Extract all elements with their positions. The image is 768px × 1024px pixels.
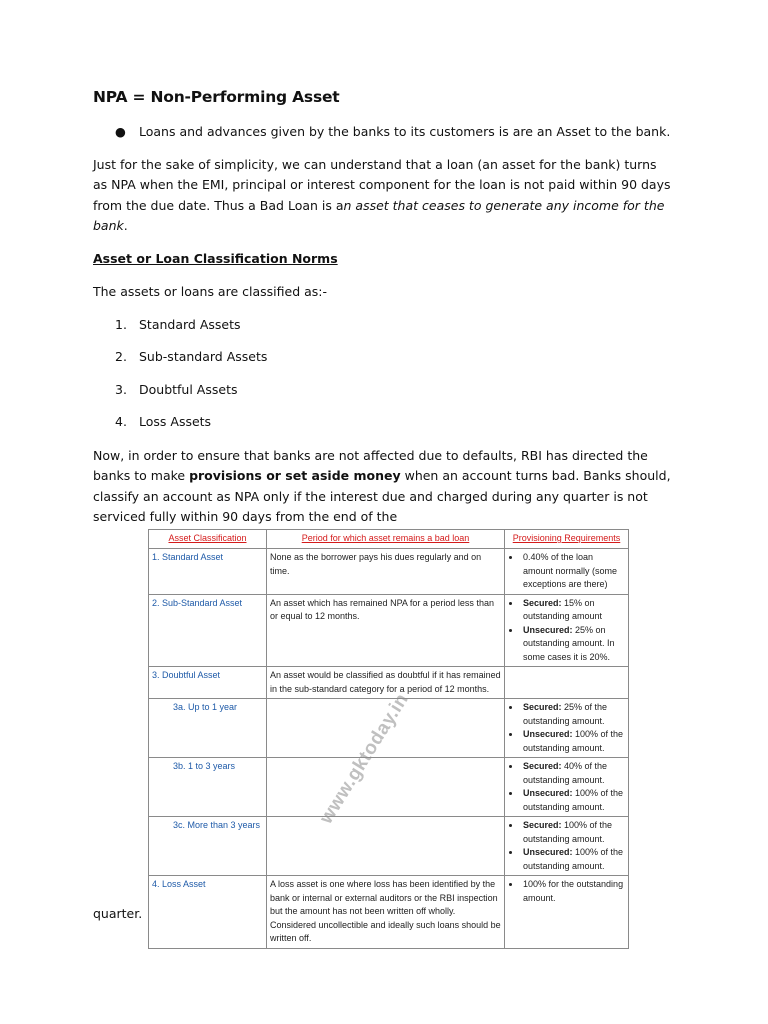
cell-classification: 3c. More than 3 years <box>149 817 267 876</box>
bullet-icon: ● <box>115 124 126 139</box>
paragraph-continuation: quarter. <box>93 906 143 921</box>
cell-period: An asset which has remained NPA for a period less than or equal to 12 months. <box>267 594 505 667</box>
cell-classification: 1. Standard Asset <box>149 549 267 595</box>
paragraph-italic-text: n asset that ceases to generate any income for the bank <box>93 197 665 233</box>
provision-item: • Secured: 25% of the outstanding amount. <box>521 701 625 728</box>
cell-provisioning <box>505 699 629 758</box>
header-period: Period for which asset remains a bad loan <box>267 530 505 549</box>
bullet-text: Loans and advances given by the banks to its customers is are an Asset to the bank. <box>139 124 671 139</box>
table-row <box>149 699 629 758</box>
cell-classification: 3. Doubtful Asset <box>149 667 267 699</box>
list-text: Standard Assets <box>139 317 241 332</box>
cell-provisioning <box>505 817 629 876</box>
paragraph-text: Just for the sake of simplicity, we can understand that a loan (an asset for the bank) turns as NPA when the EMI, principal or interest component for the loan is not paid within 90 days from the due date. Thus a Bad Loan is a <box>93 157 671 213</box>
cell-provisioning <box>505 667 629 699</box>
classification-table <box>148 529 629 949</box>
paragraph-definition <box>93 155 673 236</box>
list-text: Sub-standard Assets <box>139 349 268 364</box>
cell-period: A loss asset is one where loss has been identified by the bank or internal or external auditors or the RBI inspection but the amount has not been written off wholly. Considered uncollectible and ideally such loans should be written off. <box>267 876 505 949</box>
provision-item: • Secured: 40% of the outstanding amount. <box>521 760 625 787</box>
provision-item: • Unsecured: 100% of the outstanding amount. <box>521 846 625 873</box>
header-provisioning: Provisioning Requirements <box>505 530 629 549</box>
provision-item: • Unsecured: 25% on outstanding amount. In some cases it is 20%. <box>521 624 625 665</box>
list-text: Loss Assets <box>139 414 212 429</box>
provision-item: • Unsecured: 100% of the outstanding amount. <box>521 728 625 755</box>
cell-classification: 3a. Up to 1 year <box>149 699 267 758</box>
header-asset-classification: Asset Classification <box>149 530 267 549</box>
provision-item: • Secured: 15% on outstanding amount <box>521 597 625 624</box>
intro-text: The assets or loans are classified as:- <box>93 284 327 299</box>
cell-period <box>267 758 505 817</box>
list-number: 3. <box>115 382 127 397</box>
cell-classification: 4. Loss Asset <box>149 876 267 949</box>
provision-item: • 0.40% of the loan amount normally (some exceptions are there) <box>521 551 625 592</box>
cell-provisioning <box>505 876 629 949</box>
cell-period: None as the borrower pays his dues regularly and on time. <box>267 549 505 595</box>
cell-provisioning <box>505 594 629 667</box>
table-row <box>149 817 629 876</box>
paragraph-text: Now, in order to ensure that banks are not affected due to defaults, RBI has directed the banks to make <box>93 448 648 484</box>
paragraph-end: . <box>123 217 128 233</box>
list-number: 1. <box>115 317 127 332</box>
provision-item: • Unsecured: 100% of the outstanding amount. <box>521 787 625 814</box>
paragraph-bold-text: provisions or set aside money <box>189 468 401 484</box>
watermark: www.gktoday.in <box>315 689 413 828</box>
list-number: 2. <box>115 349 127 364</box>
page-title: NPA = Non-Performing Asset <box>93 88 340 106</box>
classification-table-image <box>148 529 628 943</box>
paragraph-provisions <box>93 446 673 527</box>
table-row <box>149 758 629 817</box>
table-row <box>149 549 629 595</box>
cell-classification: 2. Sub-Standard Asset <box>149 594 267 667</box>
list-number: 4. <box>115 414 127 429</box>
cell-period: An asset would be classified as doubtful if it has remained in the sub-standard category for a period of 12 months. <box>267 667 505 699</box>
cell-period <box>267 699 505 758</box>
table-header-row <box>149 530 629 549</box>
paragraph-text: when an account turns bad. Banks should, classify an account as NPA only if the interest due and charged during any quarter is not serviced fully within 90 days from the end of the <box>93 468 671 524</box>
provision-item: • Secured: 100% of the outstanding amount. <box>521 819 625 846</box>
provision-item: • 100% for the outstanding amount. <box>521 878 625 905</box>
cell-classification: 3b. 1 to 3 years <box>149 758 267 817</box>
list-text: Doubtful Assets <box>139 382 238 397</box>
cell-provisioning <box>505 758 629 817</box>
cell-period <box>267 817 505 876</box>
section-heading: Asset or Loan Classification Norms <box>93 251 338 266</box>
table-row <box>149 594 629 667</box>
cell-provisioning <box>505 549 629 595</box>
table-row <box>149 876 629 949</box>
table-row <box>149 667 629 699</box>
